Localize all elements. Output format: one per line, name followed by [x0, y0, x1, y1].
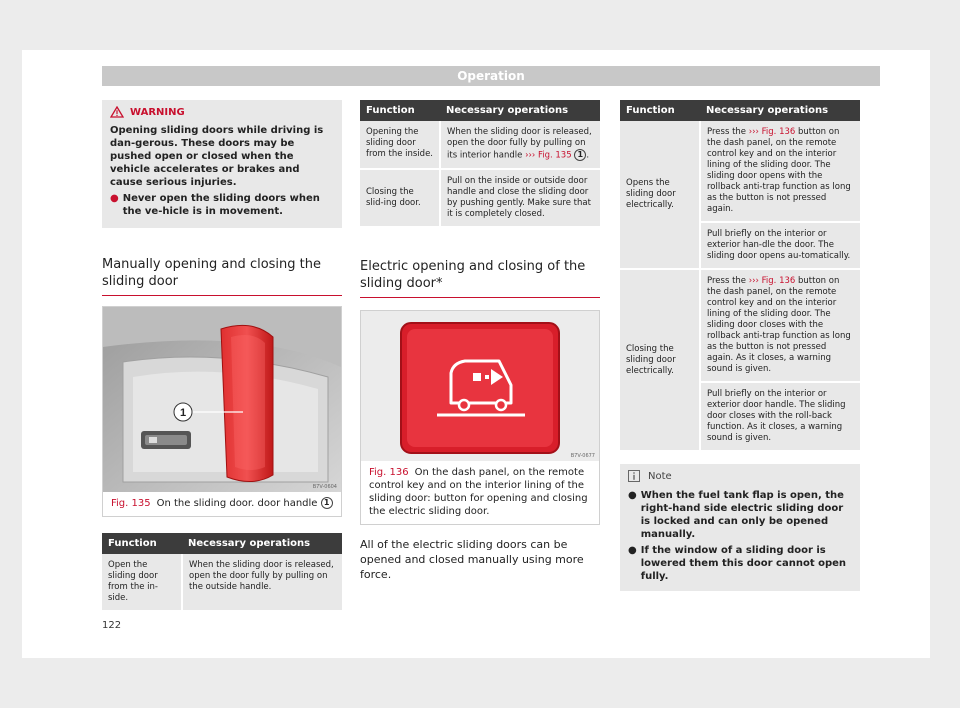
- section-title-manual: Manually opening and closing the sliding door: [102, 256, 342, 296]
- operation-text: button on the dash panel, on the remote control key and on the interior lining of the sliding door. The sliding door opens with the rollback anti-trap function as long as the button is not pressed again.: [707, 127, 851, 214]
- table-header-row: [102, 533, 342, 554]
- table-cell-function: Open the sliding door from the in-side.: [102, 554, 182, 611]
- caption-text: On the dash panel, on the remote control key and on the interior lining of the sliding door: button for opening and closing the electric sliding door.: [369, 466, 588, 517]
- figure-136: [360, 310, 600, 525]
- warning-triangle-icon: [110, 106, 124, 118]
- figure-label: Fig. 136: [369, 466, 409, 478]
- page-header: [102, 66, 880, 86]
- figure-136-image: [361, 311, 599, 461]
- page-header-title: Operation: [457, 69, 525, 83]
- table-row: [360, 169, 600, 227]
- table-cell-operation: [700, 121, 860, 222]
- operation-tail: .: [586, 150, 590, 161]
- operation-pre: Press the: [707, 127, 747, 137]
- door-handle-illustration: [103, 307, 341, 492]
- operation-text: When the sliding door is released, open the door fully by pulling on its interior handle: [447, 127, 592, 161]
- table-cell-operation: Pull briefly on the interior or exterior door handle. The sliding door closes with the roll-back function. As it closes, a warning sound is given.: [700, 382, 860, 451]
- warning-header: [110, 106, 334, 118]
- warning-box: [102, 100, 342, 228]
- col-operations: Necessary operations: [700, 100, 860, 121]
- col-operations: Necessary operations: [182, 533, 342, 554]
- manual-page: [22, 50, 930, 658]
- column-1: [102, 100, 342, 612]
- figure-135-caption: [103, 492, 341, 516]
- table-cell-function: Opening the sliding door from the inside.: [360, 121, 440, 169]
- figure-code: B7V-0677: [570, 452, 595, 459]
- body-paragraph: All of the electric sliding doors can be opened and closed manually using more force.: [360, 537, 584, 581]
- figure-code: B7V-0604: [312, 484, 337, 490]
- note-item: [628, 489, 852, 541]
- note-item-text: If the window of a sliding door is lowered them this door cannot open fully.: [640, 545, 847, 582]
- warning-text: Opening sliding doors while driving is dan-gerous. These doors may be pushed open or closed when the vehicle accelerates or brakes and cause serious injuries.: [110, 125, 324, 188]
- figure-135-image: [103, 307, 341, 492]
- section-title-electric: Electric opening and closing of the sliding door*: [360, 258, 600, 298]
- column-2: [360, 100, 600, 582]
- table-cell-function: Closing the sliding door electrically.: [620, 269, 700, 451]
- figure-reference-link[interactable]: ››› Fig. 135: [525, 150, 572, 161]
- callout-1: 1: [179, 407, 187, 419]
- table-header-row: [620, 100, 860, 121]
- table-header-row: [360, 100, 600, 121]
- table-manual-inside: [360, 100, 600, 228]
- table-cell-function: Closing the slid-ing door.: [360, 169, 440, 227]
- operation-text: button on the dash panel, on the remote control key and on the interior lining of the sliding door. The sliding door closes with the rollback anti-trap function as long as the button is not pressed again. As it closes, a warning sound is given.: [707, 276, 851, 374]
- table-manual-open: [102, 533, 342, 612]
- bullet-icon: ●: [628, 490, 637, 501]
- caption-text: On the sliding door. door handle: [156, 498, 318, 509]
- table-cell-function: Opens the sliding door electrically.: [620, 121, 700, 269]
- note-header: [628, 470, 852, 485]
- note-item: [628, 544, 852, 583]
- note-box: [620, 464, 860, 591]
- table-row: [360, 121, 600, 169]
- col-function: Function: [620, 100, 700, 121]
- col-operations: Necessary operations: [440, 100, 600, 121]
- table-cell-operation: [700, 269, 860, 382]
- warning-bullet: [110, 192, 334, 218]
- sliding-door-button-illustration: [361, 311, 599, 461]
- callout-number: 1: [321, 497, 333, 509]
- col-function: Function: [102, 533, 182, 554]
- note-item-text: When the fuel tank flap is open, the right-hand side electric sliding door is locked and can only be opened manually.: [640, 490, 844, 540]
- callout-number: 1: [574, 149, 586, 161]
- table-cell-operation: [440, 121, 600, 169]
- column-3: [620, 100, 860, 591]
- note-label: Note: [648, 470, 672, 482]
- table-electric: [620, 100, 860, 452]
- figure-135: [102, 306, 342, 517]
- figure-label: Fig. 135: [111, 498, 151, 509]
- table-cell-operation: Pull briefly on the interior or exterior han-dle the door. The sliding door opens au-tomatically.: [700, 222, 860, 269]
- figure-reference-link[interactable]: ››› Fig. 136: [748, 127, 796, 137]
- bullet-icon: ●: [628, 545, 637, 556]
- figure-136-caption: [361, 461, 599, 524]
- table-row: [620, 121, 860, 222]
- page-number: 122: [102, 620, 122, 631]
- table-row: [620, 269, 860, 382]
- operation-pre: Press the: [707, 276, 747, 286]
- info-icon: [628, 470, 640, 482]
- table-cell-operation: When the sliding door is released, open the door fully by pulling on the outside handle.: [182, 554, 342, 611]
- table-cell-operation: Pull on the inside or outside door handle and close the sliding door by pushing gently. Make sure that it is completely closed.: [440, 169, 600, 227]
- table-row: [102, 554, 342, 611]
- figure-reference-link[interactable]: ››› Fig. 136: [748, 276, 796, 286]
- col-function: Function: [360, 100, 440, 121]
- warning-label: WARNING: [130, 106, 185, 118]
- bullet-icon: ●: [110, 193, 119, 204]
- warning-bullet-text: Never open the sliding doors when the ve-hicle is in movement.: [122, 193, 320, 217]
